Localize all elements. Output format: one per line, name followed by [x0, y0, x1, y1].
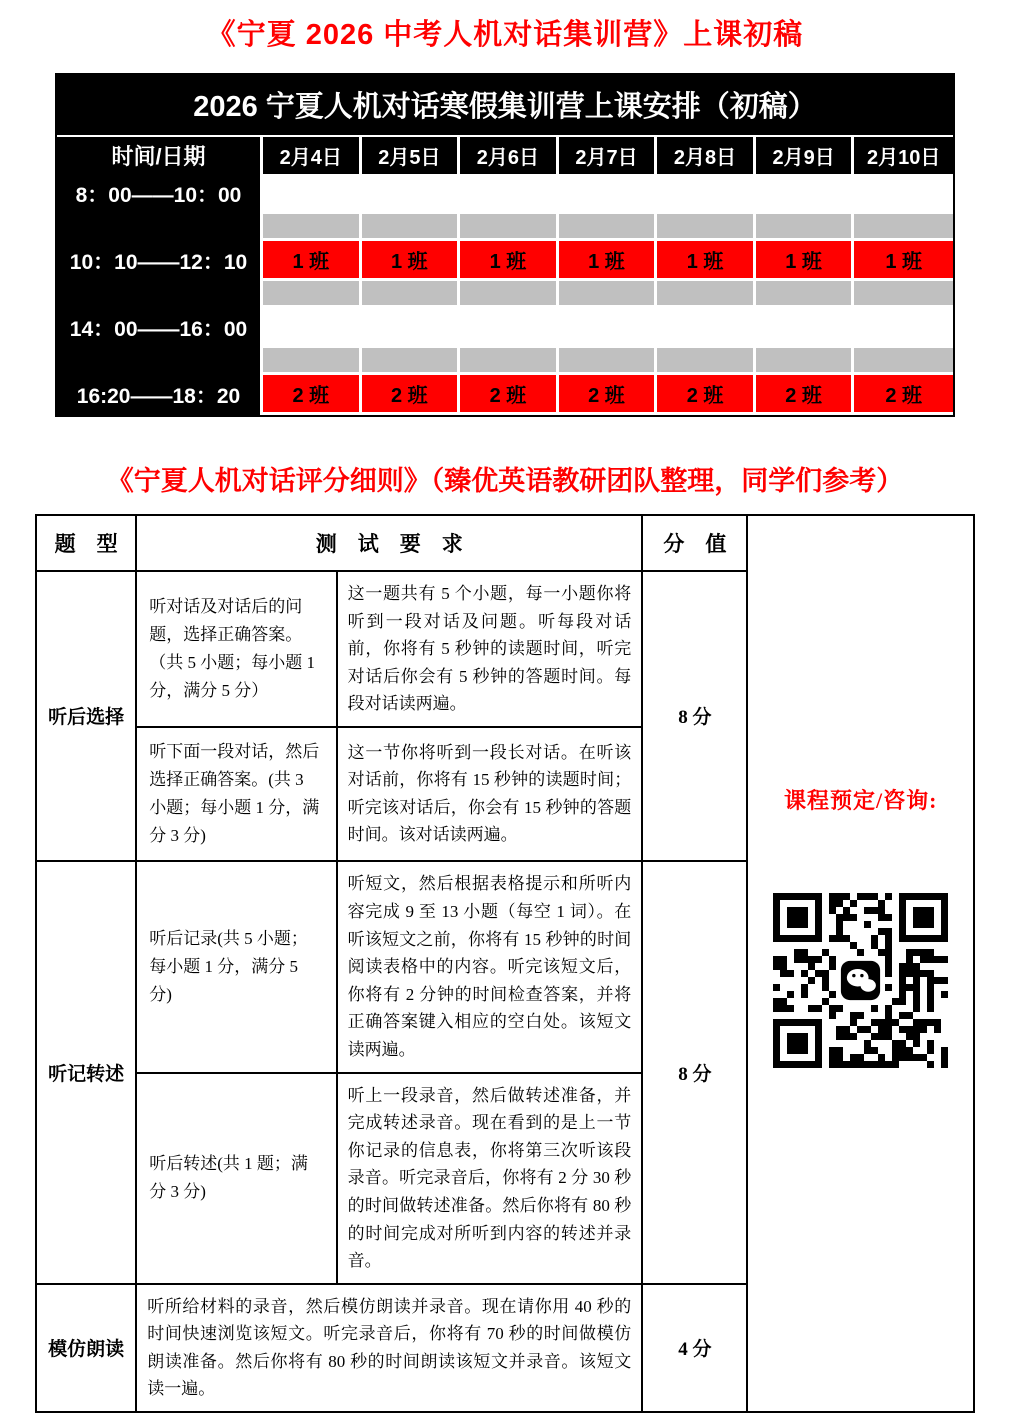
spacer-row	[57, 214, 953, 241]
spacer-row	[57, 348, 953, 375]
schedule-cell	[854, 174, 953, 214]
date-header: 2月9日	[756, 137, 855, 174]
class-cell: 2 班	[460, 375, 559, 415]
schedule-cell	[460, 174, 559, 214]
spacer-cell	[854, 214, 953, 241]
score-cell: 4 分	[642, 1284, 747, 1412]
column-header-score: 分 值	[642, 515, 747, 571]
schedule-cell	[756, 308, 855, 348]
column-header-type: 题 型	[36, 515, 136, 571]
schedule-row-afternoon	[57, 308, 953, 348]
spacer-cell	[756, 281, 855, 308]
schedule-cell	[657, 174, 756, 214]
spacer-cell	[460, 214, 559, 241]
schedule-title: 2026 宁夏人机对话寒假集训营上课安排（初稿）	[57, 75, 953, 137]
class-cell: 2 班	[756, 375, 855, 415]
class-cell: 1 班	[756, 241, 855, 281]
class-cell: 2 班	[854, 375, 953, 415]
time-label-empty	[57, 281, 263, 308]
schedule-row-morning1	[57, 174, 953, 214]
time-label: 14：00——16：00	[57, 308, 263, 348]
class-cell: 1 班	[362, 241, 461, 281]
spacer-cell	[756, 214, 855, 241]
rubric-header-row	[36, 515, 974, 571]
time-label-empty	[57, 348, 263, 375]
class-cell: 2 班	[657, 375, 756, 415]
date-header: 2月8日	[657, 137, 756, 174]
spacer-cell	[263, 348, 362, 375]
task-cell: 听后转述(共 1 题；满分 3 分)	[136, 1073, 336, 1284]
category-cell: 听后选择	[36, 571, 136, 861]
task-cell: 听下面一段对话，然后选择正确答案。(共 3 小题；每小题 1 分，满分 3 分)	[136, 727, 336, 861]
spacer-cell	[362, 214, 461, 241]
corner-header: 时间/日期	[57, 137, 263, 174]
rubric-table	[35, 514, 975, 1413]
spacer-cell	[657, 348, 756, 375]
class-cell: 1 班	[559, 241, 658, 281]
spacer-cell	[854, 281, 953, 308]
class-cell: 2 班	[559, 375, 658, 415]
spacer-cell	[559, 214, 658, 241]
schedule-cell	[657, 308, 756, 348]
detail-cell: 听短文，然后根据表格提示和所听内容完成 9 至 13 小题（每空 1 词）。在听该短文之前，你将有 15 秒钟的时间阅读表格中的内容。听完该短文后，你将有 2 分钟的时间检查答案，并将正确答案键入相应的空白处。该短文读两遍。	[337, 861, 643, 1073]
score-cell: 8 分	[642, 861, 747, 1284]
schedule-cell	[362, 308, 461, 348]
detail-cell: 听所给材料的录音，然后模仿朗读并录音。现在请你用 40 秒的时间快速浏览该短文。听完录音后，你将有 70 秒的时间做模仿朗读准备。然后你将有 80 秒的时间朗读该短文并录音。该短文读一遍。	[136, 1284, 642, 1412]
qr-code	[773, 893, 948, 1068]
schedule-cell	[362, 174, 461, 214]
spacer-cell	[657, 214, 756, 241]
page-title: 《宁夏 2026 中考人机对话集训营》上课初稿	[206, 19, 804, 51]
spacer-cell	[657, 281, 756, 308]
date-header: 2月7日	[559, 137, 658, 174]
spacer-cell	[559, 281, 658, 308]
contact-label: 课程预定/咨询:	[784, 788, 938, 813]
detail-cell: 听上一段录音，然后做转述准备，并完成转述录音。现在看到的是上一节你记录的信息表，你将第三次听该段录音。听完录音后，你将有 2 分 30 秒的时间做转述准备。然后你将有 80 秒的时间完成对所听到内容的转述并录音。	[337, 1073, 643, 1284]
date-header: 2月10日	[854, 137, 953, 174]
schedule-cell	[460, 308, 559, 348]
spacer-cell	[756, 348, 855, 375]
schedule-table	[55, 73, 955, 417]
date-header: 2月4日	[263, 137, 362, 174]
contact-panel	[747, 515, 974, 1412]
schedule-cell	[854, 308, 953, 348]
spacer-cell	[854, 348, 953, 375]
time-label: 16:20——18：20	[57, 375, 263, 415]
schedule-cell	[559, 174, 658, 214]
schedule-row-class2	[57, 375, 953, 415]
date-header: 2月5日	[362, 137, 461, 174]
spacer-cell	[263, 214, 362, 241]
spacer-cell	[460, 281, 559, 308]
column-header-requirement: 测 试 要 求	[136, 515, 642, 571]
class-cell: 1 班	[854, 241, 953, 281]
spacer-cell	[362, 348, 461, 375]
category-cell: 听记转述	[36, 861, 136, 1284]
task-cell: 听对话及对话后的问题，选择正确答案。（共 5 小题；每小题 1 分，满分 5 分）	[136, 571, 336, 727]
time-label-empty	[57, 214, 263, 241]
wechat-icon	[841, 961, 880, 1000]
category-cell: 模仿朗读	[36, 1284, 136, 1412]
class-cell: 2 班	[362, 375, 461, 415]
schedule-cell	[263, 174, 362, 214]
schedule-header-row	[57, 137, 953, 174]
schedule-cell	[559, 308, 658, 348]
schedule-cell	[756, 174, 855, 214]
detail-cell: 这一节你将听到一段长对话。在听该对话前，你将有 15 秒钟的读题时间；听完该对话后，你会有 15 秒钟的答题时间。该对话读两遍。	[337, 727, 643, 861]
time-label: 8：00——10：00	[57, 174, 263, 214]
spacer-cell	[362, 281, 461, 308]
class-cell: 1 班	[263, 241, 362, 281]
class-cell: 1 班	[460, 241, 559, 281]
task-cell: 听后记录(共 5 小题；每小题 1 分，满分 5 分)	[136, 861, 336, 1073]
score-cell: 8 分	[642, 571, 747, 861]
schedule-row-class1	[57, 241, 953, 281]
spacer-cell	[559, 348, 658, 375]
spacer-cell	[263, 281, 362, 308]
spacer-row	[57, 281, 953, 308]
rubric-title: 《宁夏人机对话评分细则》（臻优英语教研团队整理，同学们参考）	[106, 466, 904, 496]
spacer-cell	[460, 348, 559, 375]
class-cell: 1 班	[657, 241, 756, 281]
class-cell: 2 班	[263, 375, 362, 415]
time-label: 10：10——12：10	[57, 241, 263, 281]
schedule-cell	[263, 308, 362, 348]
detail-cell: 这一题共有 5 个小题，每一小题你将听到一段对话及问题。听每段对话前，你将有 5 秒钟的读题时间，听完对话后你会有 5 秒钟的答题时间。每段对话读两遍。	[337, 571, 643, 727]
date-header: 2月6日	[460, 137, 559, 174]
